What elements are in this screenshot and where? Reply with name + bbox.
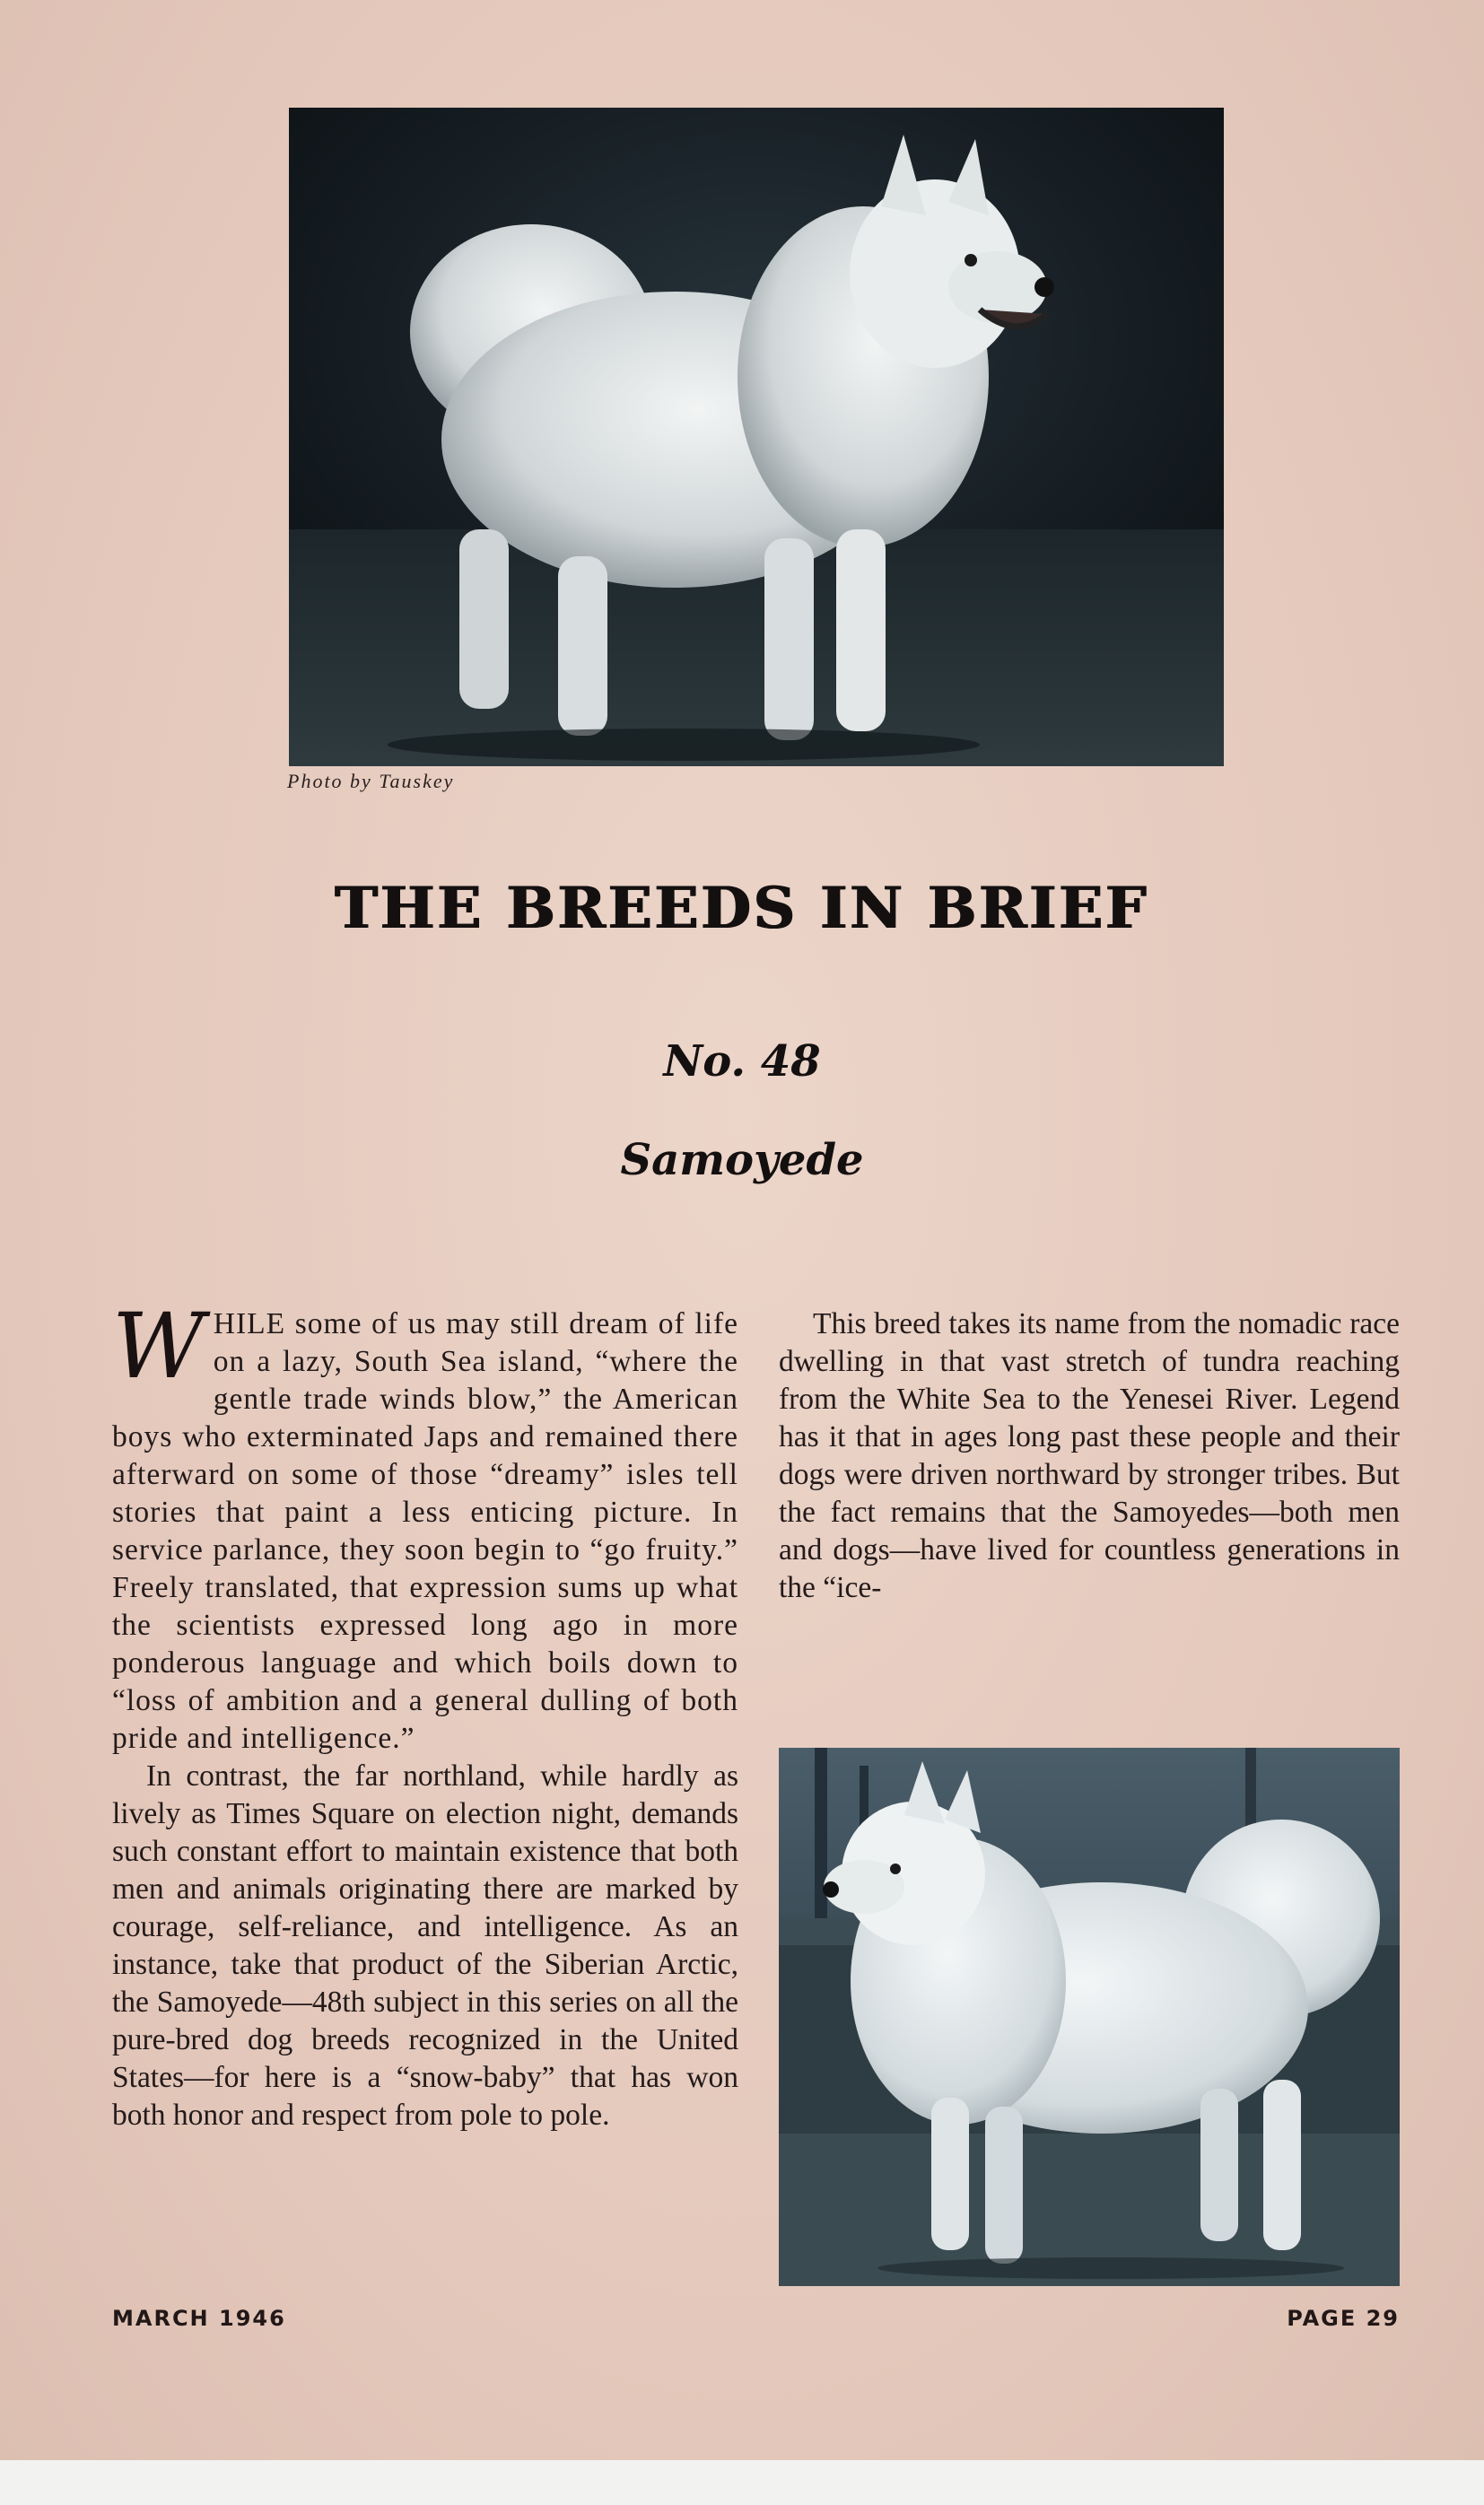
- samoyed-standing-photo: [289, 108, 1224, 766]
- paragraph-2: In contrast, the far northland, while hardly as lively as Times Square on election night, demands such constant effort to maintain existence that both men and animals originating there are marked by courage, self-reliance, and intelligence. As an instance, take that product of the Siberian Arctic, the Samoyede—48th subject in this series on all the pure-bred dog breeds recognized in the United States—for here is a “snow-baby” that has won both honor and respect from pole to pole.: [112, 1759, 738, 2132]
- page-number: PAGE 29: [1287, 2306, 1400, 2331]
- scan-margin: [0, 2460, 1484, 2505]
- issue-number: No. 48: [663, 1036, 821, 1087]
- issue-date: MARCH 1946: [112, 2306, 286, 2331]
- paragraph-3: This breed takes its name from the nomadic race dwelling in that vast stretch of tundra reaching from the White Sea to the Yenesei River. Legend has it that in ages long past these people and their dogs were driven northward by stronger tribes. But the fact remains that the Samoyedes—both men and dogs—have lived for countless generations in the “ice-: [779, 1307, 1400, 1604]
- drop-cap: W: [112, 1294, 205, 1399]
- paragraph-1-text: HILE some of us may still dream of life on a lazy, South Sea island, “where the gentle trade winds blow,” the American boys who exterminated Japs and remained there afterward on some of those “dreamy” isles tell stories that paint a less enticing picture. In service parlance, they soon begin to “go fruity.” Freely translated, that expression sums up what the scientists expressed long ago in more ponderous language and which boils down to “loss of ambition and a general dulling of both pride and intelligence.”: [112, 1307, 738, 1755]
- paragraph-1: [112, 1294, 738, 1758]
- samoyed-side-photo: [779, 1748, 1400, 2286]
- article-left-column: [112, 1294, 738, 2134]
- article-right-column: [779, 1305, 1400, 1607]
- breed-name: Samoyede: [620, 1135, 864, 1185]
- photo-credit: Photo by Tauskey: [287, 770, 455, 792]
- series-title: THE BREEDS IN BRIEF: [335, 875, 1149, 942]
